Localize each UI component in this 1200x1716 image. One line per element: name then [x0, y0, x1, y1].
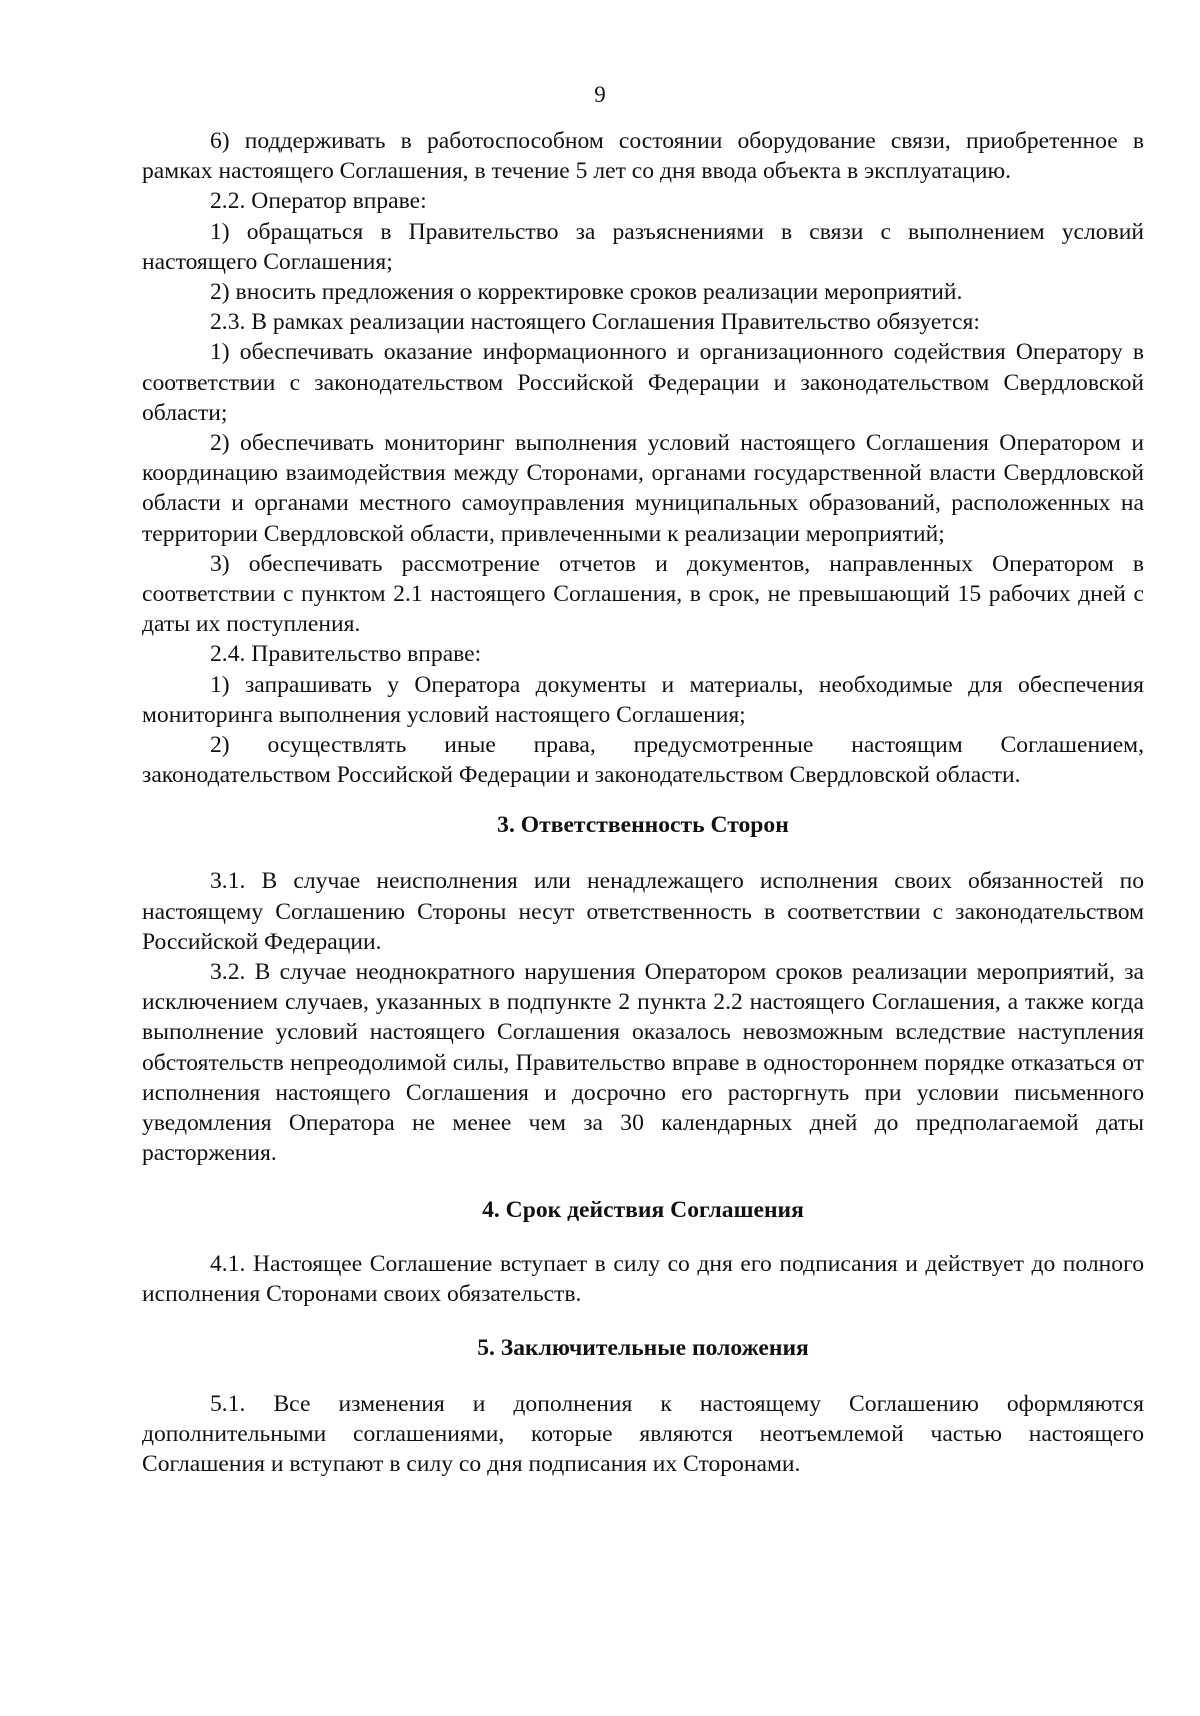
paragraph-2-2-1: 1) обращаться в Правительство за разъяснениями в связи с выполнением условий настоящего Соглашения;	[142, 218, 1144, 275]
paragraph-3-2: 3.2. В случае неоднократного нарушения Оператором сроков реализации мероприятий, за исключением случаев, указанных в подпункте 2 пункта 2.2 настоящего Соглашения, а также когда выполнение условий настоящего Соглашения оказалось невозможным вследствие наступления обстоятельств непреодолимой силы, Правительство вправе в одностороннем порядке отказаться от исполнения настоящего Соглашения и досрочно его расторгнуть при условии письменного уведомления Оператора не менее чем за 30 календарных дней до предполагаемой даты расторжения.	[142, 959, 1144, 1167]
paragraph-2-4: 2.4. Правительство вправе:	[210, 641, 482, 668]
paragraph-2-4-2: 2) осуществлять иные права, предусмотренные настоящим Соглашением, законодательством Российской Федерации и законодательством Свердловской области.	[142, 732, 1144, 789]
paragraph-2-1-6: 6) поддерживать в работоспособном состоянии оборудование связи, приобретенное в рамках настоящего Соглашения, в течение 5 лет со дня ввода объекта в эксплуатацию.	[142, 128, 1144, 185]
paragraph-2-3: 2.3. В рамках реализации настоящего Соглашения Правительство обязуется:	[210, 309, 980, 336]
paragraph-2-4-1: 1) запрашивать у Оператора документы и материалы, необходимые для обеспечения мониторинга выполнения условий настоящего Соглашения;	[142, 671, 1144, 728]
document-body	[142, 126, 1144, 1480]
paragraph-5-1: 5.1. Все изменения и дополнения к настоящему Соглашению оформляются дополнительными соглашениями, которые являются неотъемлемой частью настоящего Соглашения и вступают в силу со дня подписания их Сторонами.	[142, 1390, 1144, 1478]
paragraph-2-3-1: 1) обеспечивать оказание информационного и организационного содействия Оператору в соответствии с законодательством Российской Федерации и законодательством Свердловской области;	[142, 339, 1144, 426]
section-5-heading: 5. Заключительные положения	[477, 1334, 809, 1361]
paragraph-2-2: 2.2. Оператор вправе:	[210, 188, 427, 215]
paragraph-4-1: 4.1. Настоящее Соглашение вступает в силу со дня его подписания и действует до полного исполнения Сторонами своих обязательств.	[142, 1250, 1144, 1307]
section-3-heading: 3. Ответственность Сторон	[497, 812, 789, 839]
section-4-heading: 4. Срок действия Соглашения	[482, 1196, 804, 1223]
paragraph-2-3-3: 3) обеспечивать рассмотрение отчетов и документов, направленных Оператором в соответствии с пунктом 2.1 настоящего Соглашения, в срок, не превышающий 15 рабочих дней с даты их поступления.	[142, 550, 1144, 638]
paragraph-3-1: 3.1. В случае неисполнения или ненадлежащего исполнения своих обязанностей по настоящему Соглашению Стороны несут ответственность в соответствии с законодательством Российской Федерации.	[142, 868, 1144, 955]
paragraph-2-3-2: 2) обеспечивать мониторинг выполнения условий настоящего Соглашения Оператором и координацию взаимодействия между Сторонами, органами государственной власти Свердловской области и органами местного самоуправления муниципальных образований, расположенных на территории Свердловской области, привлеченными к реализации мероприятий;	[142, 430, 1144, 547]
page-number: 9	[594, 82, 606, 107]
paragraph-2-2-2: 2) вносить предложения о корректировке сроков реализации мероприятий.	[210, 279, 963, 306]
